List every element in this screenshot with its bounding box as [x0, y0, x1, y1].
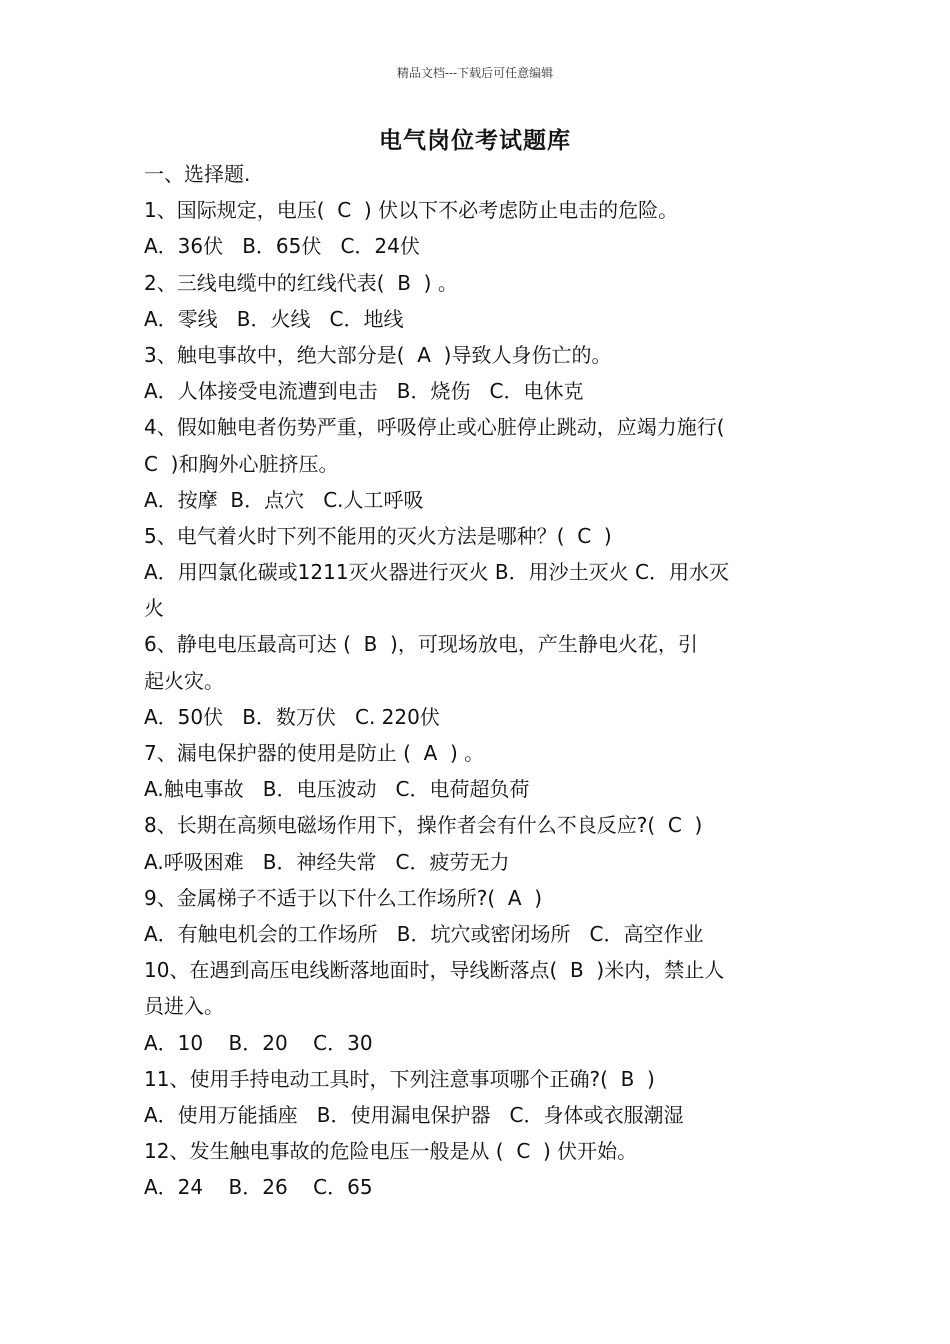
- question-line-continued: C )和胸外心脏挤压。: [144, 451, 339, 476]
- question-list: [144, 156, 814, 1205]
- question-line: 4、假如触电者伤势严重，呼吸停止或心脏停止跳动，应竭力施行(: [144, 415, 725, 440]
- question-line-continued: 员进入。: [144, 994, 224, 1019]
- options-line: A.呼吸困难 B．神经失常 C．疲劳无力: [144, 849, 510, 874]
- document-title: 电气岗位考试题库: [379, 127, 571, 154]
- options-line: A.触电事故 B．电压波动 C．电荷超负荷: [144, 777, 530, 802]
- options-line: A．24 B．26 C．65: [144, 1175, 373, 1200]
- question-line: 7、漏电保护器的使用是防止 ( A ) 。: [144, 741, 485, 765]
- question-line: 2、三线电缆中的红线代表( B ) 。: [144, 270, 458, 295]
- options-line: A．使用万能插座 B．使用漏电保护器 C．身体或衣服潮湿: [144, 1102, 684, 1127]
- header-note: 精品文档---下载后可任意编辑: [396, 66, 554, 80]
- question-line: 12、发生触电事故的危险电压一般是从 ( C ) 伏开始。: [144, 1139, 638, 1164]
- question-line: 8、长期在高频电磁场作用下，操作者会有什么不良反应?( C ): [144, 813, 703, 838]
- question-line: 10、在遇到高压电线断落地面时，导线断落点( B )米内，禁止人: [144, 958, 725, 983]
- question-line: 6、静电电压最高可达 ( B )，可现场放电，产生静电火花，引: [144, 632, 698, 657]
- options-line: A．人体接受电流遭到电击 B．烧伤 C．电休克: [144, 379, 584, 404]
- options-line: A．50伏 B．数万伏 C. 220伏: [144, 704, 440, 729]
- options-line: A．有触电机会的工作场所 B．坑穴或密闭场所 C．高空作业: [144, 921, 704, 946]
- question-line: 1、国际规定，电压( C ) 伏以下不必考虑防止电击的危险。: [144, 198, 679, 223]
- options-line: A．10 B．20 C．30: [144, 1030, 373, 1055]
- options-line: A．零线 B．火线 C．地线: [144, 306, 404, 331]
- options-line: A．按摩 B．点穴 C.人工呼吸: [144, 487, 424, 512]
- question-line-continued: 起火灾。: [144, 668, 224, 693]
- options-line: A．36伏 B．65伏 C．24伏: [144, 234, 420, 259]
- section-heading: 一、选择题.: [144, 162, 251, 186]
- question-line: 11、使用手持电动工具时，下列注意事项哪个正确?( B ): [144, 1066, 655, 1091]
- options-line: A．用四氯化碳或1211灭火器进行灭火 B．用沙土灭火 C．用水灭: [144, 560, 729, 585]
- question-line: 3、触电事故中，绝大部分是( A )导致人身伤亡的。: [144, 342, 612, 367]
- question-line: 9、金属梯子不适于以下什么工作场所?( A ): [144, 885, 543, 910]
- question-line: 5、电气着火时下列不能用的灭火方法是哪种？( C ): [144, 523, 612, 548]
- options-line-continued: 火: [144, 596, 164, 621]
